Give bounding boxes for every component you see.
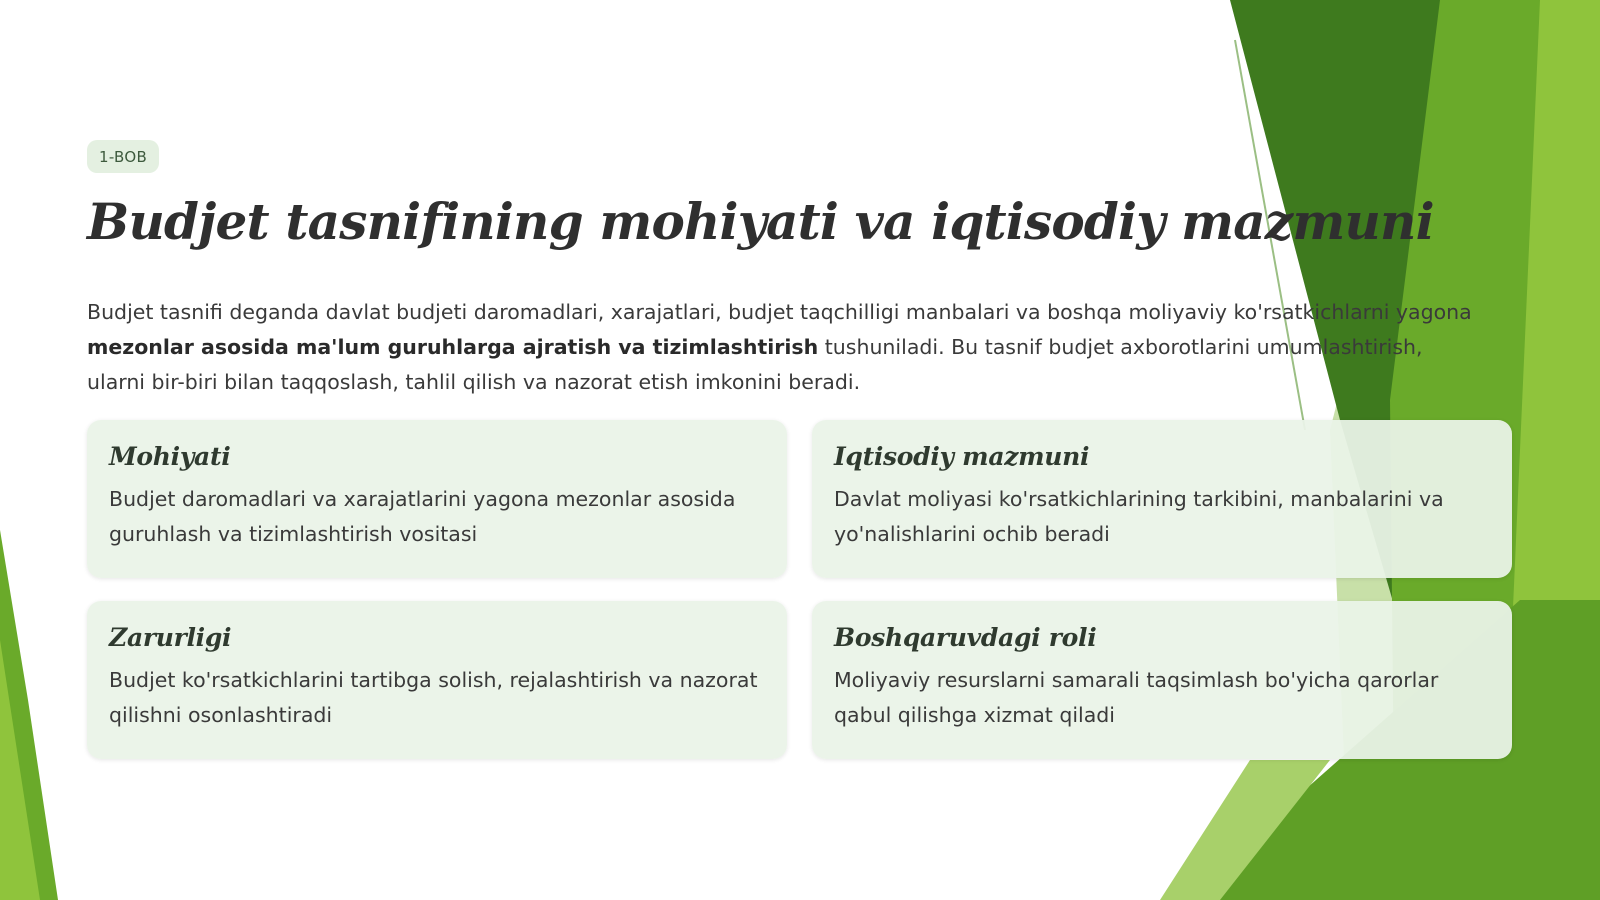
card-iqtisodiy-mazmuni	[812, 420, 1512, 578]
card-text: Moliyaviy resurslarni samarali taqsimlash bo'yicha qarorlar qabul qilishga xizmat qiladi	[834, 668, 1439, 727]
intro-paragraph	[87, 295, 1487, 400]
intro-text-end: tushuniladi. Bu tasnif budjet axborotlarini umumlashtirish, ularni bir-biri bilan taqqoslash, tahlil qilish va nazorat etish imkonini beradi.	[87, 335, 1423, 394]
card-text: Budjet daromadlari va xarajatlarini yagona mezonlar asosida guruhlash va tizimlashtirish vositasi	[109, 487, 736, 546]
card-zarurligi	[87, 601, 787, 759]
card-boshqaruvdagi-roli	[812, 601, 1512, 759]
card-mohiyati	[87, 420, 787, 578]
card-title: Boshqaruvdagi roli	[834, 623, 1097, 652]
chapter-badge: 1-BOB	[87, 140, 159, 173]
intro-text-start: Budjet tasnifi deganda davlat budjeti daromadlari, xarajatlari, budjet taqchilligi manbalari va boshqa moliyaviy ko'rsatkichlarni yagona	[87, 300, 1472, 324]
card-text: Davlat moliyasi ko'rsatkichlarining tarkibini, manbalarini va yo'nalishlarini ochib beradi	[834, 487, 1444, 546]
intro-text-bold: mezonlar asosida ma'lum guruhlarga ajratish va tizimlashtirish	[87, 335, 819, 359]
card-text: Budjet ko'rsatkichlarini tartibga solish, rejalashtirish va nazorat qilishni osonlashtiradi	[109, 668, 758, 727]
card-title: Iqtisodiy mazmuni	[834, 442, 1090, 471]
card-title: Mohiyati	[109, 442, 231, 471]
slide-title: Budjet tasnifining mohiyati va iqtisodiy mazmuni	[87, 192, 1434, 251]
card-title: Zarurligi	[109, 623, 232, 652]
